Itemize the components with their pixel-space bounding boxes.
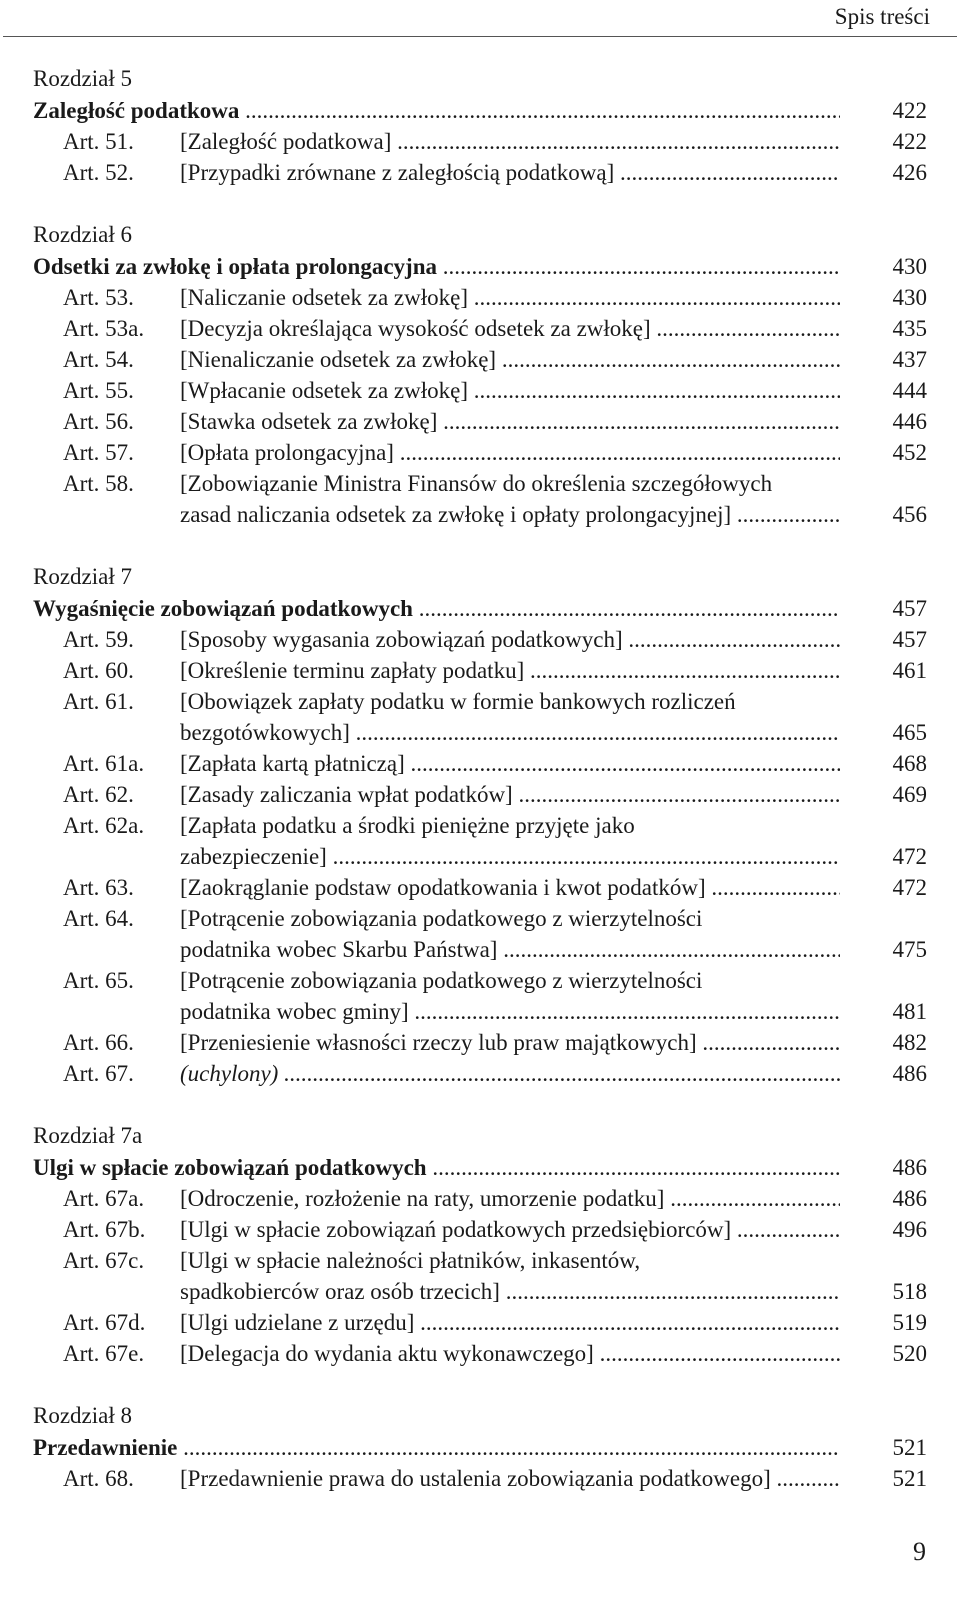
article-number: Art. 52. xyxy=(63,160,134,185)
article-title: [Ulgi udzielane z urzędu] ..... xyxy=(180,1307,840,1338)
article-page-number: 452 xyxy=(892,440,927,465)
article-title: [Określenie terminu zapłaty podatku] ..... xyxy=(180,655,840,686)
chapter-title: Zaległość podatkowa ..... xyxy=(33,95,840,126)
toc-entry[interactable] xyxy=(33,126,927,157)
toc-entry[interactable] xyxy=(33,810,927,872)
toc-entry-line xyxy=(33,903,927,934)
article-page-number: 435 xyxy=(892,316,927,341)
article-page-number: 446 xyxy=(892,409,927,434)
page-number: 9 xyxy=(913,1537,926,1566)
toc-entry[interactable] xyxy=(33,375,927,406)
toc-entry-line xyxy=(33,406,927,437)
toc-entry[interactable] xyxy=(33,1027,927,1058)
chapter-title-row[interactable] xyxy=(33,95,927,126)
toc-entry-line xyxy=(33,996,927,1027)
toc-entry[interactable] xyxy=(33,748,927,779)
article-page-number: 426 xyxy=(892,160,927,185)
article-title: [Sposoby wygasania zobowiązań podatkowych] ..... xyxy=(180,624,840,655)
toc-entry-line xyxy=(33,717,927,748)
article-title: [Odroczenie, rozłożenie na raty, umorzenie podatku] ..... xyxy=(180,1183,840,1214)
article-page-number: 472 xyxy=(892,875,927,900)
toc-entry[interactable] xyxy=(33,1338,927,1369)
toc-entry-line xyxy=(33,313,927,344)
article-title: [Ulgi w spłacie należności płatników, inkasentów, xyxy=(180,1248,641,1273)
toc-entry-line xyxy=(33,1245,927,1276)
toc-entry[interactable] xyxy=(33,872,927,903)
article-page-number: 469 xyxy=(892,782,927,807)
article-number: Art. 67e. xyxy=(63,1341,145,1366)
article-page-number: 472 xyxy=(892,844,927,869)
toc-entry-line xyxy=(33,934,927,965)
article-title: [Zaległość podatkowa] ..... xyxy=(180,126,840,157)
toc-entry[interactable] xyxy=(33,965,927,1027)
toc-entry[interactable] xyxy=(33,655,927,686)
toc-entry[interactable] xyxy=(33,437,927,468)
toc-entry[interactable] xyxy=(33,1214,927,1245)
article-title: [Nienaliczanie odsetek za zwłokę] ..... xyxy=(180,344,840,375)
article-number: Art. 68. xyxy=(63,1466,134,1491)
chapter-title-row[interactable] xyxy=(33,1432,927,1463)
toc-entry-line xyxy=(33,1214,927,1245)
article-number: Art. 61. xyxy=(63,689,134,714)
chapter-section xyxy=(33,1120,927,1369)
toc-entry[interactable] xyxy=(33,157,927,188)
chapter-page-number: 486 xyxy=(892,1155,927,1180)
toc-entry-line xyxy=(33,157,927,188)
toc-entry[interactable] xyxy=(33,1463,927,1494)
toc-entry[interactable] xyxy=(33,903,927,965)
article-number: Art. 66. xyxy=(63,1030,134,1055)
article-number: Art. 62. xyxy=(63,782,134,807)
toc-entry-line xyxy=(33,624,927,655)
toc-entry-line xyxy=(33,810,927,841)
toc-entry[interactable] xyxy=(33,344,927,375)
article-title: [Stawka odsetek za zwłokę] ..... xyxy=(180,406,840,437)
chapter-title: Przedawnienie ..... xyxy=(33,1432,840,1463)
toc-entry[interactable] xyxy=(33,1183,927,1214)
article-page-number: 456 xyxy=(892,502,927,527)
article-number: Art. 57. xyxy=(63,440,134,465)
toc-entry[interactable] xyxy=(33,1307,927,1338)
article-number: Art. 59. xyxy=(63,627,134,652)
toc-entry-line xyxy=(33,748,927,779)
article-title: podatnika wobec gminy] ..... xyxy=(180,996,840,1027)
toc-entry-line xyxy=(33,686,927,717)
article-title: [Potrącenie zobowiązania podatkowego z wierzytelności xyxy=(180,968,703,993)
toc-entry-line xyxy=(33,468,927,499)
article-number: Art. 53. xyxy=(63,285,134,310)
article-title: [Ulgi w spłacie zobowiązań podatkowych przedsiębiorców] ..... xyxy=(180,1214,840,1245)
article-title: [Przedawnienie prawa do ustalenia zobowiązania podatkowego] ..... xyxy=(180,1463,840,1494)
article-page-number: 518 xyxy=(892,1279,927,1304)
chapter-page-number: 430 xyxy=(892,254,927,279)
article-title: zabezpieczenie] ..... xyxy=(180,841,840,872)
chapter-title-row[interactable] xyxy=(33,593,927,624)
toc-entry-line xyxy=(33,965,927,996)
running-head: Spis treści xyxy=(834,4,930,29)
toc-entry[interactable] xyxy=(33,1245,927,1307)
chapter-section xyxy=(33,1400,927,1494)
article-title: [Naliczanie odsetek za zwłokę] ..... xyxy=(180,282,840,313)
article-title: [Zasady zaliczania wpłat podatków] ..... xyxy=(180,779,840,810)
article-page-number: 486 xyxy=(892,1061,927,1086)
chapter-page-number: 521 xyxy=(892,1435,927,1460)
article-number: Art. 67. xyxy=(63,1061,134,1086)
article-number: Art. 60. xyxy=(63,658,134,683)
article-number: Art. 67c. xyxy=(63,1248,145,1273)
toc-entry[interactable] xyxy=(33,282,927,313)
article-title: [Zapłata podatku a środki pieniężne przyjęte jako xyxy=(180,813,635,838)
toc-entry-line xyxy=(33,344,927,375)
toc-entry-line xyxy=(33,1027,927,1058)
toc-entry-line xyxy=(33,655,927,686)
chapter-section xyxy=(33,561,927,1089)
toc-entry[interactable] xyxy=(33,1058,927,1089)
article-number: Art. 61a. xyxy=(63,751,145,776)
toc-entry[interactable] xyxy=(33,406,927,437)
chapter-title: Odsetki za zwłokę i opłata prolongacyjna ..... xyxy=(33,251,840,282)
toc-entry[interactable] xyxy=(33,779,927,810)
chapter-label: Rozdział 6 xyxy=(33,222,132,247)
article-number: Art. 62a. xyxy=(63,813,145,838)
toc-entry-line xyxy=(33,375,927,406)
toc-entry-line xyxy=(33,1338,927,1369)
chapter-label: Rozdział 7 xyxy=(33,564,132,589)
article-page-number: 422 xyxy=(892,129,927,154)
toc-entry-line xyxy=(33,437,927,468)
toc-entry-line xyxy=(33,1276,927,1307)
article-number: Art. 51. xyxy=(63,129,134,154)
chapter-title: Wygaśnięcie zobowiązań podatkowych ..... xyxy=(33,593,840,624)
toc-entry-line xyxy=(33,841,927,872)
toc-entry-line xyxy=(33,499,927,530)
header-rule xyxy=(3,36,957,37)
article-number: Art. 58. xyxy=(63,471,134,496)
chapter-page-number: 457 xyxy=(892,596,927,621)
article-number: Art. 63. xyxy=(63,875,134,900)
article-title: (uchylony) ..... xyxy=(180,1058,840,1089)
toc-entry-line xyxy=(33,1307,927,1338)
toc-entry-line xyxy=(33,1463,927,1494)
article-page-number: 475 xyxy=(892,937,927,962)
toc-entry[interactable] xyxy=(33,313,927,344)
article-number: Art. 64. xyxy=(63,906,134,931)
article-number: Art. 54. xyxy=(63,347,134,372)
article-title: [Przypadki zrównane z zaległością podatkową] ..... xyxy=(180,157,840,188)
toc-entry[interactable] xyxy=(33,686,927,748)
article-title: [Obowiązek zapłaty podatku w formie bankowych rozliczeń xyxy=(180,689,736,714)
article-title: spadkobierców oraz osób trzecich] ..... xyxy=(180,1276,840,1307)
article-number: Art. 67b. xyxy=(63,1217,146,1242)
article-page-number: 520 xyxy=(892,1341,927,1366)
chapter-label: Rozdział 8 xyxy=(33,1403,132,1428)
article-title: bezgotówkowych] ..... xyxy=(180,717,840,748)
article-number: Art. 65. xyxy=(63,968,134,993)
toc-entry-line xyxy=(33,872,927,903)
article-title: [Przeniesienie własności rzeczy lub praw majątkowych] ..... xyxy=(180,1027,840,1058)
article-page-number: 468 xyxy=(892,751,927,776)
article-title: [Zobowiązanie Ministra Finansów do określenia szczegółowych xyxy=(180,471,773,496)
table-of-contents xyxy=(33,63,927,1525)
toc-entry-line xyxy=(33,126,927,157)
article-title: [Zaokrąglanie podstaw opodatkowania i kwot podatków] ..... xyxy=(180,872,840,903)
article-number: Art. 56. xyxy=(63,409,134,434)
toc-entry-line xyxy=(33,1058,927,1089)
article-title: [Potrącenie zobowiązania podatkowego z wierzytelności xyxy=(180,906,703,931)
chapter-title-row[interactable] xyxy=(33,1152,927,1183)
article-page-number: 461 xyxy=(892,658,927,683)
article-number: Art. 67d. xyxy=(63,1310,146,1335)
chapter-page-number: 422 xyxy=(892,98,927,123)
chapter-section xyxy=(33,219,927,530)
article-page-number: 430 xyxy=(892,285,927,310)
article-title: [Zapłata kartą płatniczą] ..... xyxy=(180,748,840,779)
article-title: [Delegacja do wydania aktu wykonawczego] ..... xyxy=(180,1338,840,1369)
article-number: Art. 55. xyxy=(63,378,134,403)
article-page-number: 496 xyxy=(892,1217,927,1242)
toc-entry-line xyxy=(33,779,927,810)
chapter-section xyxy=(33,63,927,188)
article-page-number: 519 xyxy=(892,1310,927,1335)
chapter-title: Ulgi w spłacie zobowiązań podatkowych ..... xyxy=(33,1152,840,1183)
toc-entry-line xyxy=(33,1183,927,1214)
article-page-number: 481 xyxy=(892,999,927,1024)
article-number: Art. 53a. xyxy=(63,316,145,341)
chapter-title-row[interactable] xyxy=(33,251,927,282)
article-title: zasad naliczania odsetek za zwłokę i opłaty prolongacyjnej] ..... xyxy=(180,499,840,530)
article-title: podatnika wobec Skarbu Państwa] ..... xyxy=(180,934,840,965)
article-page-number: 521 xyxy=(892,1466,927,1491)
article-page-number: 486 xyxy=(892,1186,927,1211)
article-page-number: 482 xyxy=(892,1030,927,1055)
toc-entry[interactable] xyxy=(33,624,927,655)
article-title: [Opłata prolongacyjna] ..... xyxy=(180,437,840,468)
article-page-number: 437 xyxy=(892,347,927,372)
article-page-number: 465 xyxy=(892,720,927,745)
article-number: Art. 67a. xyxy=(63,1186,145,1211)
chapter-label: Rozdział 7a xyxy=(33,1123,143,1148)
article-title: [Decyzja określająca wysokość odsetek za zwłokę] ..... xyxy=(180,313,840,344)
chapter-label: Rozdział 5 xyxy=(33,66,132,91)
toc-entry[interactable] xyxy=(33,468,927,530)
article-title: [Wpłacanie odsetek za zwłokę] ..... xyxy=(180,375,840,406)
toc-entry-line xyxy=(33,282,927,313)
article-page-number: 457 xyxy=(892,627,927,652)
article-page-number: 444 xyxy=(892,378,927,403)
